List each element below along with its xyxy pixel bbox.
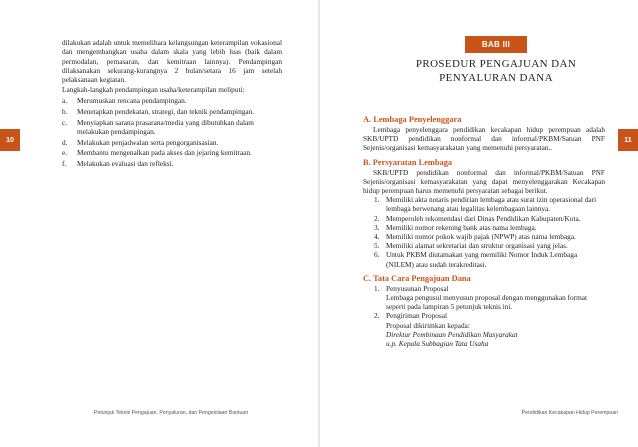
left-page-footer: Petunjuk Teknis Pengajuan, Penyaluran, dan Pengelolaan Bantuan [94, 410, 249, 416]
list-item: d. Melakukan penjadwalan serta pengorganisasian. [62, 137, 219, 147]
requirements-list [363, 195, 605, 269]
section-c-heading: C. Tata Cara Pengajuan Dana [363, 273, 471, 283]
page-gutter [318, 0, 320, 447]
list-item: 5. Memiliki alamat sekretariat dan struktur organisasi yang jelas. [374, 241, 568, 251]
section-b-heading: B. Persyaratan Lembaga [363, 157, 453, 167]
right-page-body [363, 114, 605, 348]
chapter-badge: BAB III [465, 36, 527, 53]
chapter-title [362, 57, 630, 85]
list-item: 1. Penyusunan Proposal [374, 283, 449, 293]
chapter-title-line1: PROSEDUR PENGAJUAN DAN [415, 58, 577, 70]
list-item: b. Menetapkan pendekatan, strategi, dan teknik pendampingan. [62, 106, 255, 116]
list-item: f. Melakukan evaluasi dan refleksi. [62, 158, 174, 168]
list-item: 1. Memiliki akta notaris pendirian lembaga atau surat izin operasional dari lembaga berwenang atau legalitas kelembagaan lainnya. [374, 195, 597, 214]
left-page-number: 10 [6, 136, 14, 144]
list-item: 2. Pengiriman Proposal [374, 311, 448, 321]
procedure-list-2 [363, 311, 605, 320]
list-item: 6. Untuk PKBM diutamakan yang memiliki Nomor Induk Lembaga (NILEM) atau sudah terakreditasi. [374, 250, 578, 269]
intro-paragraph: dilakukan adalah untuk memelihara kelangsungan keterampilan vokasional dan mengembangkan usaha dalam skala yang lebih luas (baik dalam permodalan, pemasaran, dan kemitraan lainnya). Pendampingan dilaksanakan sekurang-kurangnya 2 bulan/setara 16 jam setelah pelaksanaan kegiatan. [62, 38, 282, 85]
section-a-text: Lembaga penyelenggara pendidikan kecakapan hidup perempuan adalah SKB/UPTD pendidikan nonformal dan informal/PKBM/Satuan PNF Sejenis/organisasi kemasyarakatan yang memenuhi persyaratan.. [363, 125, 605, 153]
proposal-preparation-text: Lembaga pengusul menyusun proposal dengan menggunakan format seperti pada lampiran 5 petunjuk teknis ini. [386, 293, 588, 312]
list-item: a. Merumuskan rencana pendampingan. [62, 96, 187, 106]
list-item: e. Membantu mengenalkan pada akses dan jejaring kemitraan. [62, 148, 252, 158]
steps-intro: Langkah-langkah pendampingan usaha/keterampilan meliputi: [62, 85, 245, 95]
right-page-footer: Pendidikan Kecakapan Hidup Perempuan [521, 410, 618, 416]
list-item: 3. Memiliki nomor rekening bank atas nama lembaga. [374, 222, 537, 232]
list-item: c. Menyiapkan sarana prasarana/media yang dibutuhkan dalam melakukan pendampingan. [62, 117, 254, 136]
addressee-line1: Direktur Pembinaan Pendidikan Masyarakat [386, 329, 518, 339]
left-page-body [62, 38, 282, 170]
left-page-number-tab [0, 129, 20, 151]
procedure-list [363, 284, 605, 293]
section-b-text: SKB/UPTD pendidikan nonformal dan informal/PKBM/Satuan PNF Sejenis/organisasi kemasyarakatan yang dapat menyelenggarakan Kecakapan hidup perempuan harus memenuhi persyaratan sebagai berikut. [363, 167, 605, 196]
section-a-heading: A. Lembaga Penyelenggara [363, 115, 462, 124]
steps-list [62, 96, 282, 168]
chapter-title-line2: PENYALURAN DANA [439, 72, 553, 84]
addressee-line2: u.p. Kepala Subbagian Tata Usaha [386, 339, 489, 349]
right-page-number: 11 [624, 136, 632, 144]
list-item: 2. Memperoleh rekomendasi dari Dinas Pendidikan Kabupaten/Kota. [374, 213, 581, 223]
list-item: 4. Memiliki nomor pokok wajib pajak (NPWP) atas nama lembaga. [374, 232, 576, 242]
right-page-number-tab [618, 129, 638, 151]
proposal-submission-text: Proposal dikirimkan kepada: [386, 320, 470, 330]
